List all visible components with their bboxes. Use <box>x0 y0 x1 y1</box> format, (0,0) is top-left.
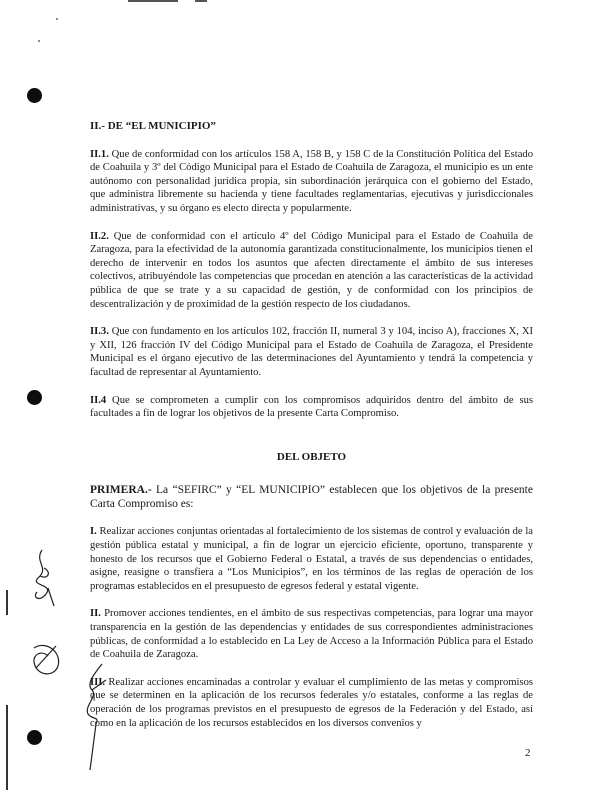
objective-number: III. <box>90 676 106 688</box>
scan-edge-line <box>6 590 8 615</box>
objective-paragraph <box>90 676 533 730</box>
clause-paragraph <box>90 394 533 421</box>
document-body <box>90 120 533 744</box>
scan-edge-line <box>6 705 8 790</box>
clause-text: Que con fundamento en los artículos 102, fracción II, numeral 3 y 104, inciso A), fracciones X, XI y XII, 126 fracción IV del Código Municipal para el Estado de Coahuila de Zaragoza, el Presidente Municipal es el órgano ejecutivo de las determinaciones del Ayuntamiento y tendrá la competencia y facultad de representar al Ayuntamiento. <box>90 326 533 378</box>
clause-number: II.1. <box>90 148 109 160</box>
section-title: II.- DE “EL MUNICIPIO” <box>90 120 216 132</box>
primera-paragraph <box>90 484 533 511</box>
clause-text: Que de conformidad con el artículo 4º del Código Municipal para el Estado de Coahuila de Zaragoza, para la efectividad de la autonomía garantizada constitucionalmente, los municipios tienen el derecho de intervenir en todos los asuntos que afecten directamente el ámbito de sus intereses colectivos, atribuyéndole las competencias que procedan en atención a las características de la actividad pública de que se trate y a su capacidad de gestión, y de conformidad con los principios de descentralización y de proximidad de la gestión respecto de los ciudadanos. <box>90 230 533 310</box>
clause-paragraph <box>90 148 533 216</box>
punch-hole <box>27 730 42 745</box>
scan-mark <box>195 0 207 2</box>
object-title: DEL OBJETO <box>276 450 347 463</box>
page-number: 2 <box>525 747 531 759</box>
clause-number: II.2. <box>90 230 109 242</box>
objective-paragraph <box>90 525 533 593</box>
scan-speck <box>56 18 58 20</box>
primera-text: La “SEFIRC” y “EL MUNICIPIO” establecen que los objetivos de la presente Carta Compromiso es: <box>90 484 533 510</box>
primera-label: PRIMERA.- <box>90 484 152 497</box>
clause-text: Que de conformidad con los artículos 158 A, 158 B, y 158 C de la Constitución Política del Estado de Coahuila y 3º del Código Municipal para el Estado de Coahuila de Zaragoza, el municipio es un ente autónomo con personalidad jurídica propia, sin subordinación jerárquica con el gobierno del Estado, que administra libremente su hacienda y tiene facultades reglamentarias, ejecutivas y jurisdiccionales administrativas, y su órgano es electo directa y popularmente. <box>90 148 533 214</box>
punch-hole <box>27 88 42 103</box>
objective-text: Realizar acciones encaminadas a controlar y evaluar el cumplimiento de las metas y compromisos que se determinen en la aplicación de los recursos federales y/o estatales, conforme a las reglas de operación de los programas previstos en el presupuesto de egresos de la Federación y del Estado, así como en la aplicación de los recursos establecidos en los diversos convenios y <box>90 676 533 729</box>
punch-hole <box>27 390 42 405</box>
objective-number: I. <box>90 526 97 538</box>
scan-speck <box>38 40 40 42</box>
clause-number: II.4 <box>90 394 107 406</box>
clause-number: II.3. <box>90 326 109 338</box>
clause-text: Que se comprometen a cumplir con los compromisos adquiridos dentro del ámbito de sus facultades a fin de lograr los objetivos de la presente Carta Compromiso. <box>90 394 533 420</box>
objective-number: II. <box>90 608 101 620</box>
objective-text: Realizar acciones conjuntas orientadas al fortalecimiento de los sistemas de control y evaluación de la gestión pública estatal y municipal, a fin de lograr un ejercicio eficiente, oportuno, transparente y honesto de los recursos que el Gobierno Federal o Estatal, a través de sus dependencias o entidades, asigne, reasigne o transfiera a “Los Municipios”, en los términos de las reglas de operación de los programas establecidos en el presupuesto de egresos federal y estatal vigente. <box>90 526 533 592</box>
clause-paragraph <box>90 230 533 312</box>
initials-signature <box>28 638 66 682</box>
objective-text: Promover acciones tendientes, en el ámbito de sus respectivas competencias, para lograr una mayor transparencia en la gestión de las dependencias y entidades de sus correspondientes administraciones públicas, de conformidad a lo establecido en La Ley de Acceso a la Información Pública para el Estado de Coahuila de Zaragoza. <box>90 608 533 661</box>
clause-paragraph <box>90 325 533 379</box>
scan-mark <box>128 0 178 2</box>
initials-signature <box>28 548 58 610</box>
objective-paragraph <box>90 607 533 661</box>
